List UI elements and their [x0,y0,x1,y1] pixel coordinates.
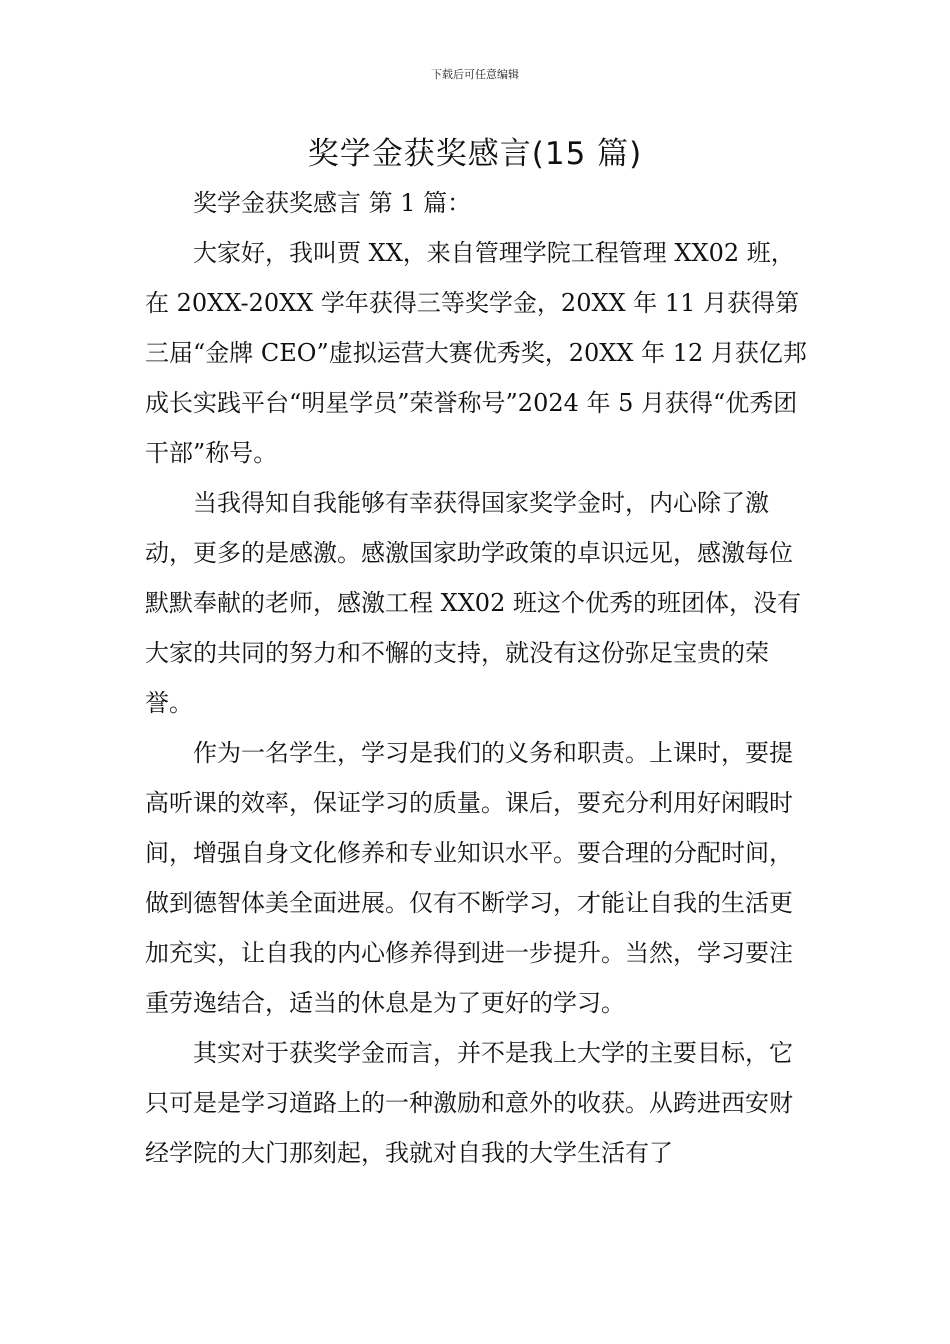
document-body [145,178,815,1178]
paragraph: 其实对于获奖学金而言，并不是我上大学的主要目标，它只可是是学习道路上的一种激励和意外的收获。从跨进西安财经学院的大门那刻起，我就对自我的大学生活有了 [145,1039,793,1167]
document-title: 奖学金获奖感言(15 篇) [307,136,643,172]
paragraph: 大家好，我叫贾 XX，来自管理学院工程管理 XX02 班，在 20XX-20XX 学年获得三等奖学金，20XX 年 11 月获得第三届“金牌 CEO”虚拟运营大赛优秀奖，20XX 年 12 月获亿邦成长实践平台“明星学员”荣誉称号”2024 年 5 月获得“优秀团干部”称号。 [145,239,807,467]
header-note: 下载后可任意编辑 [431,68,519,81]
paragraph: 作为一名学生，学习是我们的义务和职责。上课时，要提高听课的效率，保证学习的质量。课后，要充分利用好闲暇时间，增强自身文化修养和专业知识水平。要合理的分配时间，做到德智体美全面进展。仅有不断学习，才能让自我的生活更加充实，让自我的内心修养得到进一步提升。当然，学习要注重劳逸结合，适当的休息是为了更好的学习。 [145,739,793,1017]
paragraph: 当我得知自我能够有幸获得国家奖学金时，内心除了激动，更多的是感激。感激国家助学政策的卓识远见，感激每位默默奉献的老师，感激工程 XX02 班这个优秀的班团体，没有大家的共同的努力和不懈的支持，就没有这份弥足宝贵的荣誉。 [145,489,801,717]
section-heading: 奖学金获奖感言 第 1 篇： [193,189,472,217]
